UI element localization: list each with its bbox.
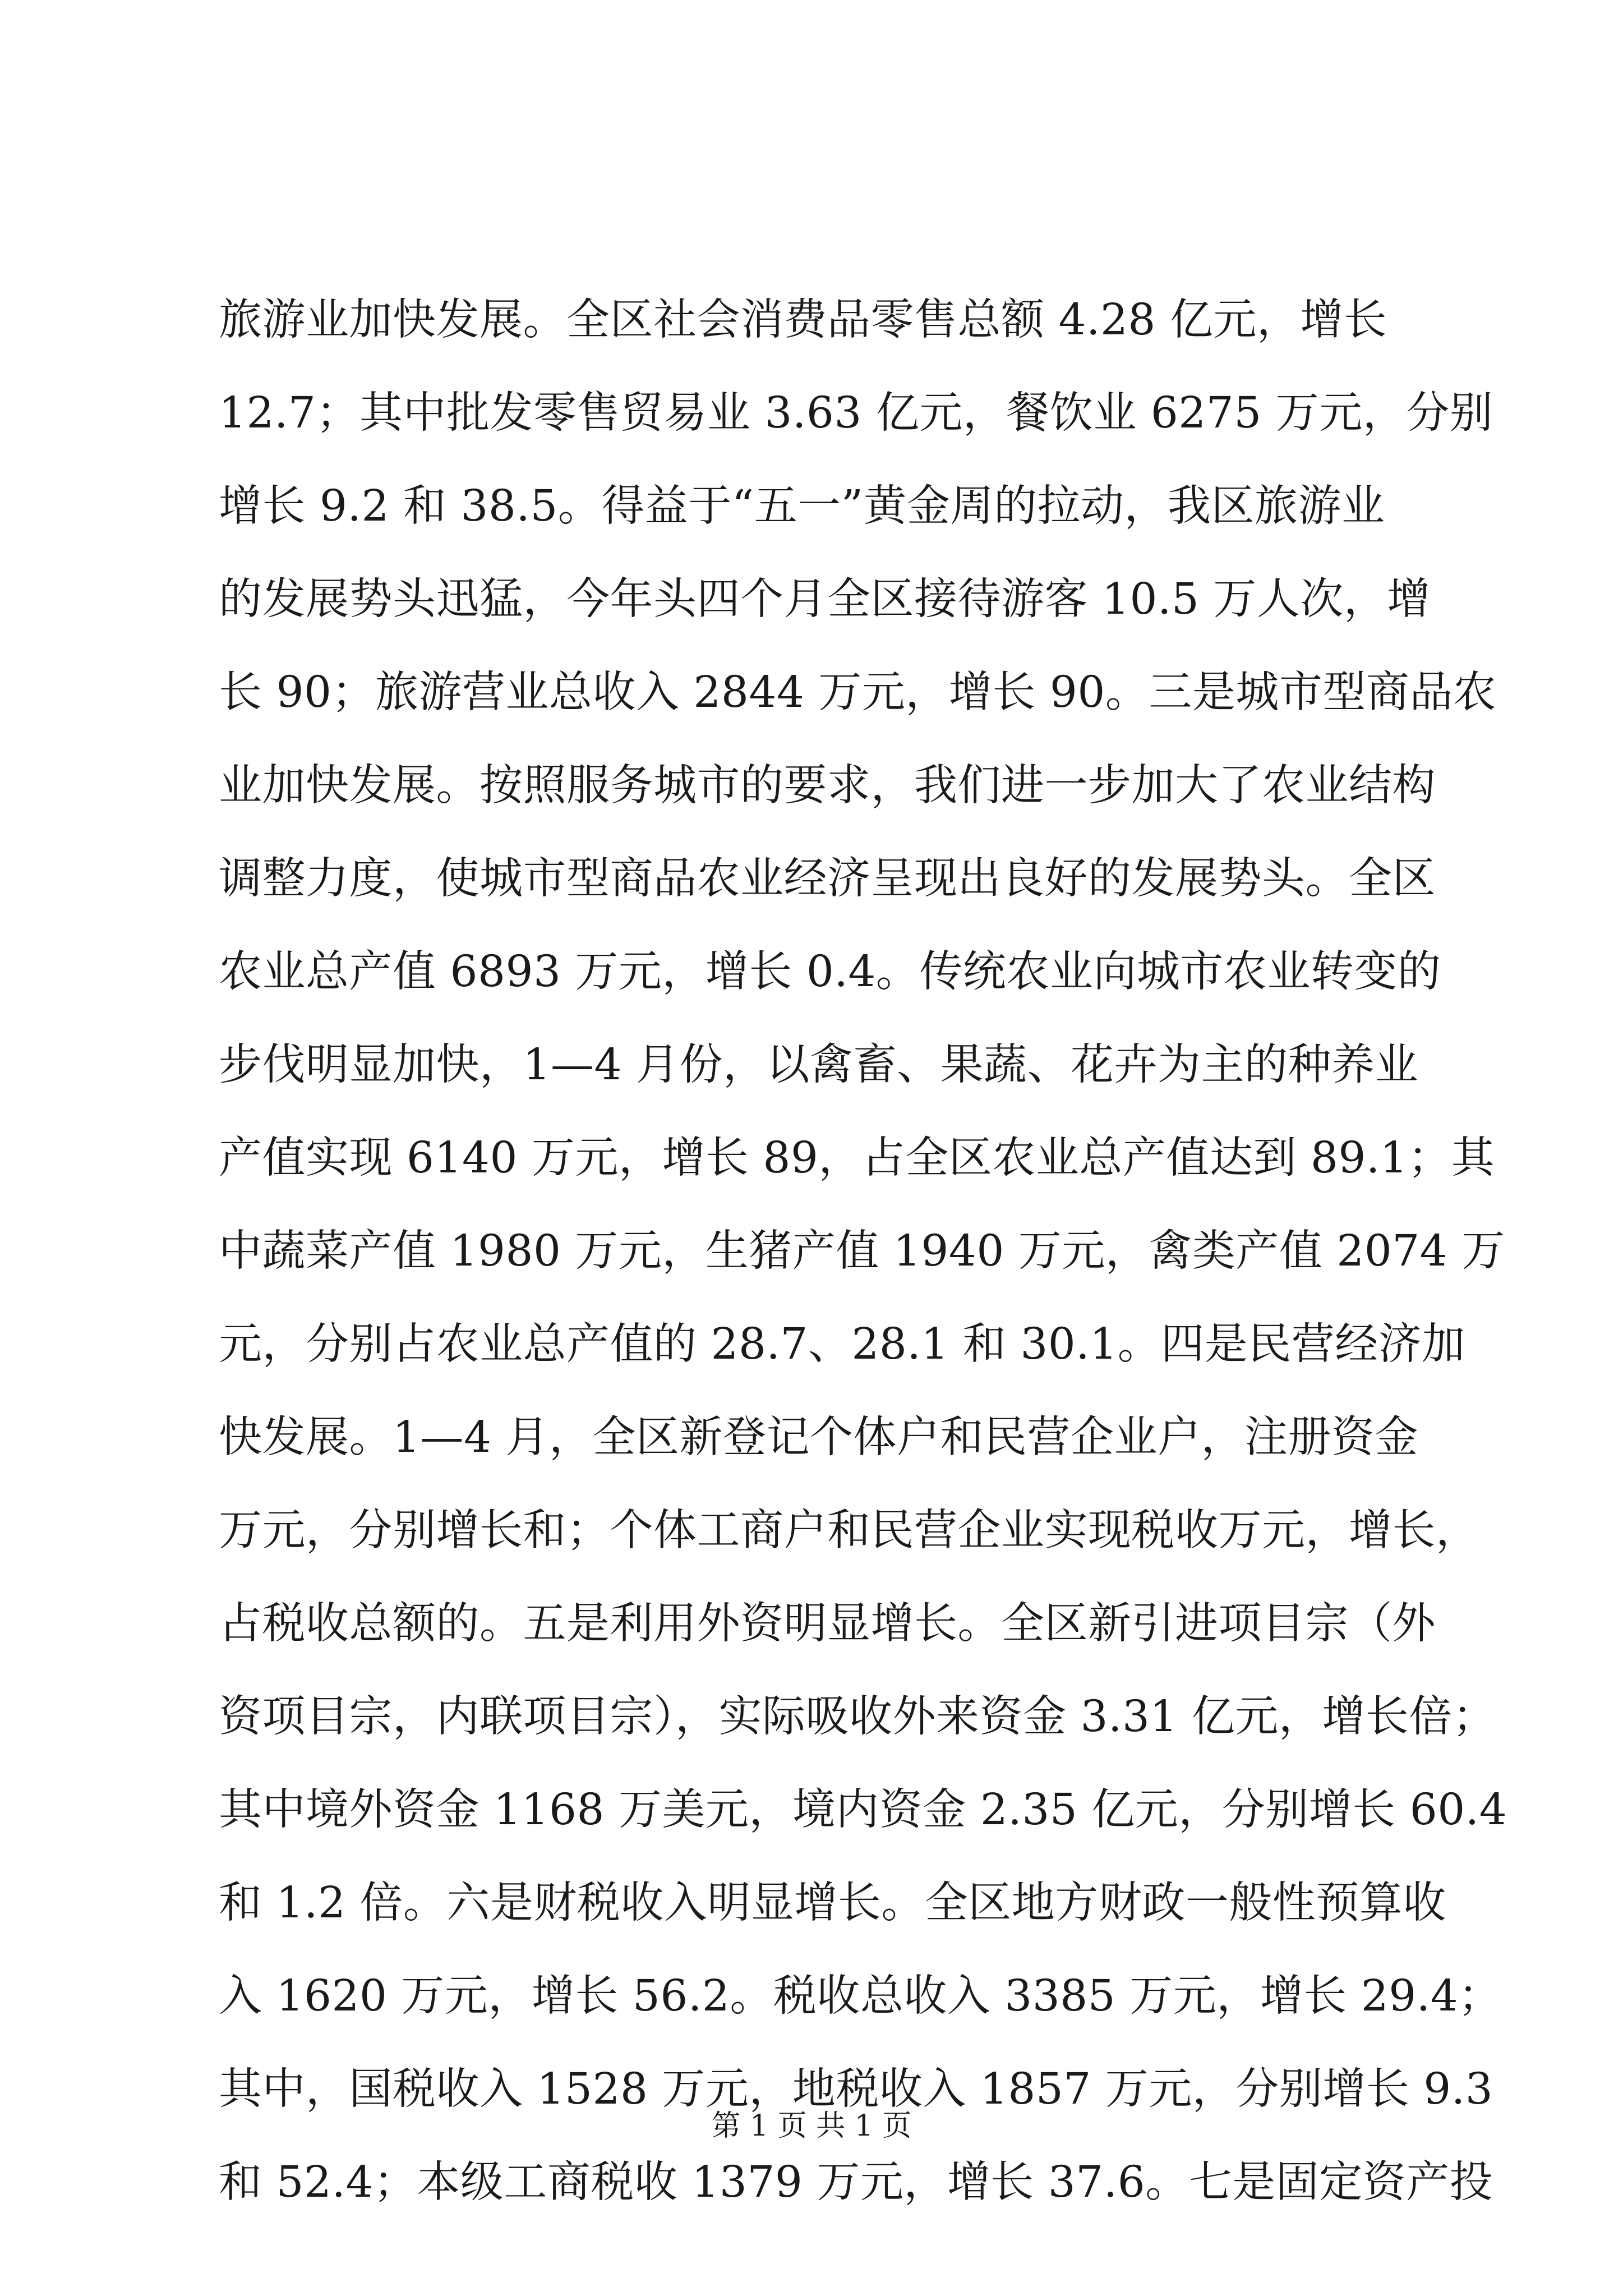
text-line: 的发展势头迅猛，今年头四个月全区接待游客 10.5 万人次，增 bbox=[219, 574, 1431, 624]
text-line: 和 52.4；本级工商税收 1379 万元，增长 37.6。七是固定资产投 bbox=[219, 2157, 1493, 2207]
text-line: 步伐明显加快，1—4 月份，以禽畜、果蔬、花卉为主的种养业 bbox=[219, 1040, 1418, 1090]
text-line: 长 90；旅游营业总收入 2844 万元，增长 90。三是城市型商品农 bbox=[219, 668, 1497, 717]
text-line: 万元，分别增长和；个体工商户和民营企业实现税收万元，增长， bbox=[219, 1506, 1479, 1556]
text-line: 和 1.2 倍。六是财税收入明显增长。全区地方财政一般性预算收 bbox=[219, 1878, 1446, 1928]
text-line: 快发展。1—4 月，全区新登记个体户和民营企业户，注册资金 bbox=[219, 1412, 1418, 1462]
text-line: 入 1620 万元，增长 56.2。税收总收入 3385 万元，增长 29.4； bbox=[219, 1971, 1502, 2021]
body-text bbox=[219, 274, 1507, 2229]
text-line: 其中，国税收入 1528 万元，地税收入 1857 万元，分别增长 9.3 bbox=[219, 2064, 1493, 2114]
text-line: 产值实现 6140 万元，增长 89，占全区农业总产值达到 89.1；其 bbox=[219, 1133, 1495, 1183]
text-line: 调整力度，使城市型商品农业经济呈现出良好的发展势头。全区 bbox=[219, 854, 1436, 904]
text-line: 元，分别占农业总产值的 28.7、28.1 和 30.1。四是民营经济加 bbox=[219, 1319, 1465, 1369]
page-number: 第 1 页 共 1 页 bbox=[711, 2109, 912, 2143]
text-line: 中蔬菜产值 1980 万元，生猪产值 1940 万元，禽类产值 2074 万 bbox=[219, 1226, 1505, 1276]
text-line: 农业总产值 6893 万元，增长 0.4。传统农业向城市农业转变的 bbox=[219, 947, 1441, 997]
text-line: 增长 9.2 和 38.5。得益于“五一”黄金周的拉动，我区旅游业 bbox=[219, 481, 1385, 531]
text-line: 12.7；其中批发零售贸易业 3.63 亿元，餐饮业 6275 万元，分别 bbox=[219, 388, 1493, 438]
text-line: 其中境外资金 1168 万美元，境内资金 2.35 亿元，分别增长 60.4 bbox=[219, 1785, 1507, 1835]
page-footer bbox=[0, 2106, 1623, 2146]
text-line: 业加快发展。按照服务城市的要求，我们进一步加大了农业结构 bbox=[219, 761, 1436, 811]
text-line: 占税收总额的。五是利用外资明显增长。全区新引进项目宗（外 bbox=[219, 1599, 1436, 1649]
text-line: 旅游业加快发展。全区社会消费品零售总额 4.28 亿元，增长 bbox=[219, 295, 1387, 345]
text-line: 资项目宗，内联项目宗），实际吸收外来资金 3.31 亿元，增长倍； bbox=[219, 1692, 1496, 1742]
